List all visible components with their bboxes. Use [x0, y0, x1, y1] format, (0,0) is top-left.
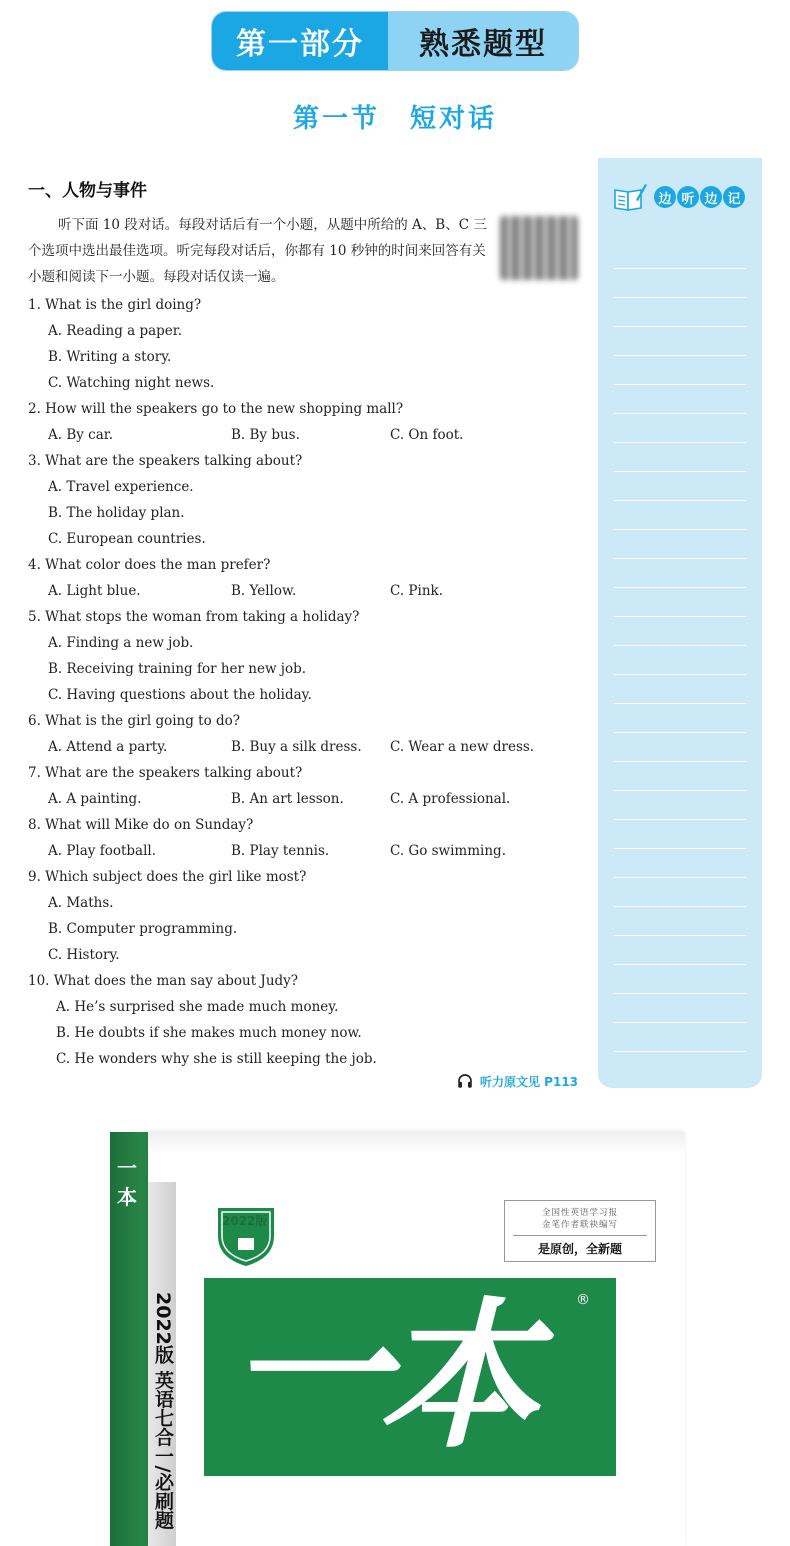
brand-logo	[204, 1278, 616, 1476]
option: B. By bus.	[231, 427, 300, 443]
question-list	[28, 292, 588, 1072]
book-top-edge	[148, 1132, 685, 1154]
option: B. He doubts if she makes much money now.	[56, 1025, 362, 1041]
question-stem: 2. How will the speakers go to the new shopping mall?	[28, 401, 404, 417]
question-stem: 10. What does the man say about Judy?	[28, 973, 299, 989]
option: A. Maths.	[48, 895, 114, 911]
option: B. Computer programming.	[48, 921, 238, 937]
option: A. A painting.	[48, 791, 142, 807]
option: A. Finding a new job.	[48, 635, 194, 651]
section-title	[0, 98, 790, 135]
instructions-paragraph: 听下面 10 段对话。每段对话后有一个小题，从题中所给的 A、B、C 三个选项中选出最佳选项。听完每段对话后，你都有 10 秒钟的时间来回答有关小题和阅读下一小题。每段对话仅读一遍。	[28, 217, 487, 285]
audio-ref-text: 听力原文见 P113	[480, 1074, 579, 1089]
audio-transcript-reference	[456, 1072, 578, 1090]
notes-title-char: 记	[723, 186, 745, 208]
edition-badge	[210, 1202, 282, 1268]
question-stem: 6. What is the girl going to do?	[28, 713, 241, 729]
option: A. Light blue.	[48, 583, 141, 599]
section-number: 第一节	[292, 104, 380, 134]
option: C. European countries.	[48, 531, 206, 547]
option: B. Writing a story.	[48, 349, 172, 365]
spine-mark: 一本	[117, 1156, 137, 1209]
option: C. Watching night news.	[48, 375, 215, 391]
question-stem: 9. Which subject does the girl like most?	[28, 869, 307, 885]
spine-title: 2022版 英语七合一/必刷题	[152, 1292, 174, 1530]
book-cover-photo	[110, 1132, 685, 1546]
option: C. A professional.	[390, 791, 511, 807]
question-stem: 4. What color does the man prefer?	[28, 557, 271, 573]
headphones-icon	[456, 1072, 474, 1090]
part-heading: 一、人物与事件	[28, 181, 147, 201]
option: C. On foot.	[390, 427, 464, 443]
option: B. The holiday plan.	[48, 505, 185, 521]
option-row	[28, 786, 588, 812]
promo-box	[504, 1200, 656, 1262]
notes-title	[654, 186, 745, 208]
question-stem: 8. What will Mike do on Sunday?	[28, 817, 254, 833]
book-spine	[110, 1132, 148, 1546]
option: A. Play football.	[48, 843, 156, 859]
brand-name: 一本	[228, 1282, 529, 1470]
question-stem: 3. What are the speakers talking about?	[28, 453, 303, 469]
notes-title-char: 边	[700, 186, 722, 208]
book-spine-side	[148, 1182, 176, 1546]
option: A. Reading a paper.	[48, 323, 183, 339]
edition-label: 2022版	[222, 1214, 268, 1228]
option: B. Play tennis.	[231, 843, 330, 859]
option: C. He wonders why she is still keeping the job.	[56, 1051, 377, 1067]
section-name: 短对话	[410, 104, 498, 134]
option-row	[28, 734, 588, 760]
notebook-pen-icon	[612, 180, 648, 214]
qr-code-blurred	[500, 216, 578, 280]
option: C. Pink.	[390, 583, 443, 599]
book-front-cover	[148, 1132, 685, 1546]
notes-panel	[598, 158, 762, 1088]
option: A. Travel experience.	[48, 479, 194, 495]
option: A. Attend a party.	[48, 739, 168, 755]
question-block	[28, 968, 588, 1072]
question-stem: 7. What are the speakers talking about?	[28, 765, 303, 781]
part-number: 第一部分	[212, 12, 388, 70]
option: A. He’s surprised she made much money.	[56, 999, 339, 1015]
promo-line: 全国性英语学习报	[541, 1208, 618, 1218]
part-title: 熟悉题型	[388, 12, 578, 70]
option-row	[28, 838, 588, 864]
part-banner	[212, 12, 578, 70]
promo-slogan: 是原创，全新题	[513, 1235, 647, 1257]
question-stem: 5. What stops the woman from taking a holiday?	[28, 609, 360, 625]
registered-mark: ®	[576, 1292, 590, 1308]
option: B. Receiving training for her new job.	[48, 661, 307, 677]
option: B. An art lesson.	[231, 791, 344, 807]
option: A. By car.	[48, 427, 114, 443]
notes-title-char: 听	[677, 186, 699, 208]
option: B. Yellow.	[231, 583, 297, 599]
option: B. Buy a silk dress.	[231, 739, 362, 755]
option: C. Wear a new dress.	[390, 739, 535, 755]
option: C. Having questions about the holiday.	[48, 687, 312, 703]
notes-title-char: 边	[654, 186, 676, 208]
option: C. Go swimming.	[390, 843, 506, 859]
option: C. History.	[48, 947, 120, 963]
promo-line: 金笔作者联袂编写	[541, 1220, 618, 1230]
option-row	[28, 578, 588, 604]
question-stem: 1. What is the girl doing?	[28, 297, 202, 313]
notes-header	[612, 180, 745, 214]
note-lines	[614, 240, 746, 1064]
option-row	[28, 422, 588, 448]
